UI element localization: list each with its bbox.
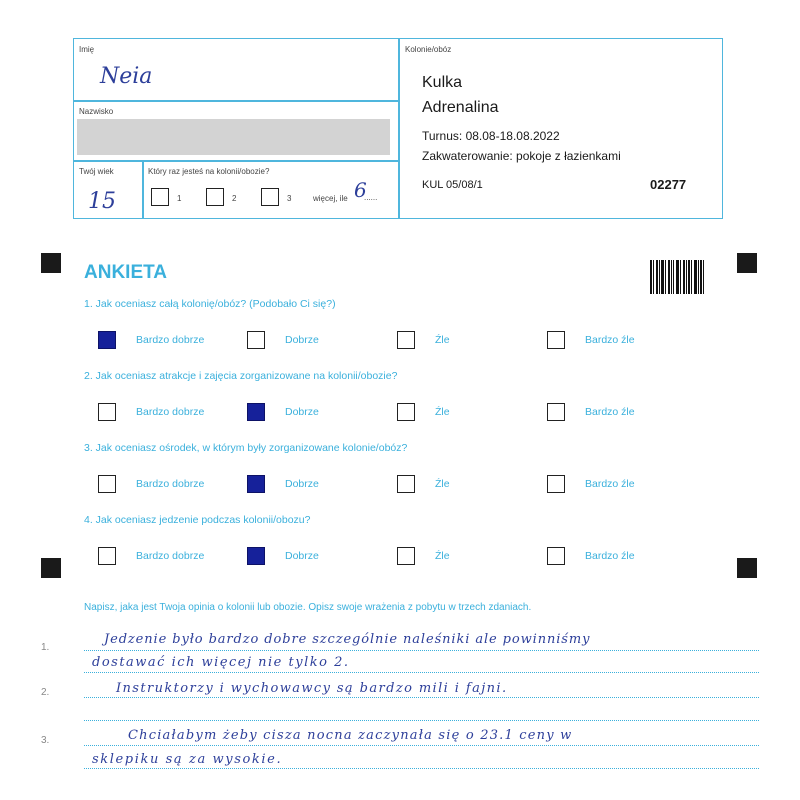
rating-checkbox[interactable] [247, 475, 265, 493]
name-row-divider [73, 100, 399, 102]
question-text: 4. Jak oceniasz jedzenie podczas kolonii/obozu? [84, 514, 311, 526]
rating-option-label: Bardzo źle [585, 550, 635, 562]
age-divider [142, 160, 144, 219]
rating-checkbox[interactable] [547, 331, 565, 349]
answer-line [84, 672, 759, 673]
times-option-1: 1 [177, 194, 182, 203]
times-option-2: 2 [232, 194, 237, 203]
name-label: Imię [79, 45, 95, 54]
survey-title: ANKIETA [84, 262, 168, 283]
camp-name-2: Adrenalina [422, 99, 499, 116]
camp-label: Kolonie/obóz [405, 45, 452, 54]
rating-checkbox[interactable] [397, 331, 415, 349]
answer-line [84, 697, 759, 698]
line-number: 3. [41, 735, 50, 746]
rating-option-label: Dobrze [285, 334, 319, 346]
camp-name-1: Kulka [422, 74, 463, 91]
rating-checkbox[interactable] [547, 547, 565, 565]
registration-mark [41, 558, 61, 578]
answer-line [84, 650, 759, 651]
rating-option-label: Bardzo dobrze [136, 550, 205, 562]
accommodation: Zakwaterowanie: pokoje z łazienkami [422, 149, 621, 163]
rating-checkbox[interactable] [397, 403, 415, 421]
rating-option-label: Dobrze [285, 550, 319, 562]
rating-option-label: Bardzo dobrze [136, 334, 205, 346]
rating-option-label: Źle [435, 406, 450, 418]
surname-redacted [77, 119, 390, 155]
rating-option-label: Dobrze [285, 478, 319, 490]
times-label: Który raz jesteś na kolonii/obozie? [148, 167, 270, 176]
times-more-value: 6 [354, 178, 367, 202]
rating-checkbox[interactable] [247, 331, 265, 349]
registration-mark [737, 253, 757, 273]
rating-checkbox[interactable] [98, 475, 116, 493]
answer-text: sklepiku są za wysokie. [92, 752, 283, 767]
rating-checkbox[interactable] [547, 403, 565, 421]
rating-option-label: Bardzo źle [585, 406, 635, 418]
barcode [650, 260, 704, 294]
rating-checkbox[interactable] [247, 547, 265, 565]
rating-option-label: Bardzo dobrze [136, 406, 205, 418]
answer-text: Instruktorzy i wychowawcy są bardzo mili i fajni. [116, 681, 508, 696]
opinion-prompt: Napisz, jaka jest Twoja opinia o kolonii lub obozie. Opisz swoje wrażenia z pobytu w trzech zdaniach. [84, 602, 532, 613]
question-text: 2. Jak oceniasz atrakcje i zajęcia zorganizowane na kolonii/obozie? [84, 370, 398, 382]
rating-checkbox[interactable] [247, 403, 265, 421]
rating-checkbox[interactable] [397, 547, 415, 565]
surname-label: Nazwisko [79, 107, 114, 116]
camp-code: KUL 05/08/1 [422, 179, 483, 191]
answer-line [84, 720, 759, 721]
rating-option-label: Bardzo dobrze [136, 478, 205, 490]
answer-text: Chciałabym żeby cisza nocna zaczynała się o 23.1 ceny w [128, 728, 573, 743]
header-divider [398, 38, 400, 219]
rating-option-label: Źle [435, 550, 450, 562]
question-text: 3. Jak oceniasz ośrodek, w którym były zorganizowane kolonie/obóz? [84, 442, 408, 454]
line-number: 1. [41, 642, 50, 653]
rating-option-label: Bardzo źle [585, 478, 635, 490]
registration-mark [737, 558, 757, 578]
rating-option-label: Źle [435, 334, 450, 346]
rating-checkbox[interactable] [397, 475, 415, 493]
rating-option-label: Dobrze [285, 406, 319, 418]
form-number: 02277 [650, 177, 687, 192]
age-value: 15 [88, 189, 116, 214]
rating-checkbox[interactable] [547, 475, 565, 493]
times-checkbox-2[interactable] [206, 188, 224, 206]
name-value: Neia [100, 64, 153, 89]
age-label: Twój wiek [79, 167, 114, 176]
question-text: 1. Jak oceniasz całą kolonię/obóz? (Podobało Ci się?) [84, 298, 336, 310]
answer-text: dostawać ich więcej nie tylko 2. [92, 655, 350, 670]
surname-row-divider [73, 160, 399, 162]
rating-checkbox[interactable] [98, 547, 116, 565]
times-more-label: więcej, ile [313, 194, 348, 203]
times-more-dots: ...... [364, 193, 378, 202]
rating-option-label: Źle [435, 478, 450, 490]
line-number: 2. [41, 687, 50, 698]
times-checkbox-3[interactable] [261, 188, 279, 206]
turnus: Turnus: 08.08-18.08.2022 [422, 129, 560, 143]
registration-mark [41, 253, 61, 273]
times-checkbox-1[interactable] [151, 188, 169, 206]
rating-checkbox[interactable] [98, 331, 116, 349]
answer-line [84, 745, 759, 746]
answer-text: Jedzenie było bardzo dobre szczególnie naleśniki ale powinniśmy [104, 632, 591, 647]
answer-line [84, 768, 759, 769]
rating-checkbox[interactable] [98, 403, 116, 421]
times-option-3: 3 [287, 194, 292, 203]
rating-option-label: Bardzo źle [585, 334, 635, 346]
